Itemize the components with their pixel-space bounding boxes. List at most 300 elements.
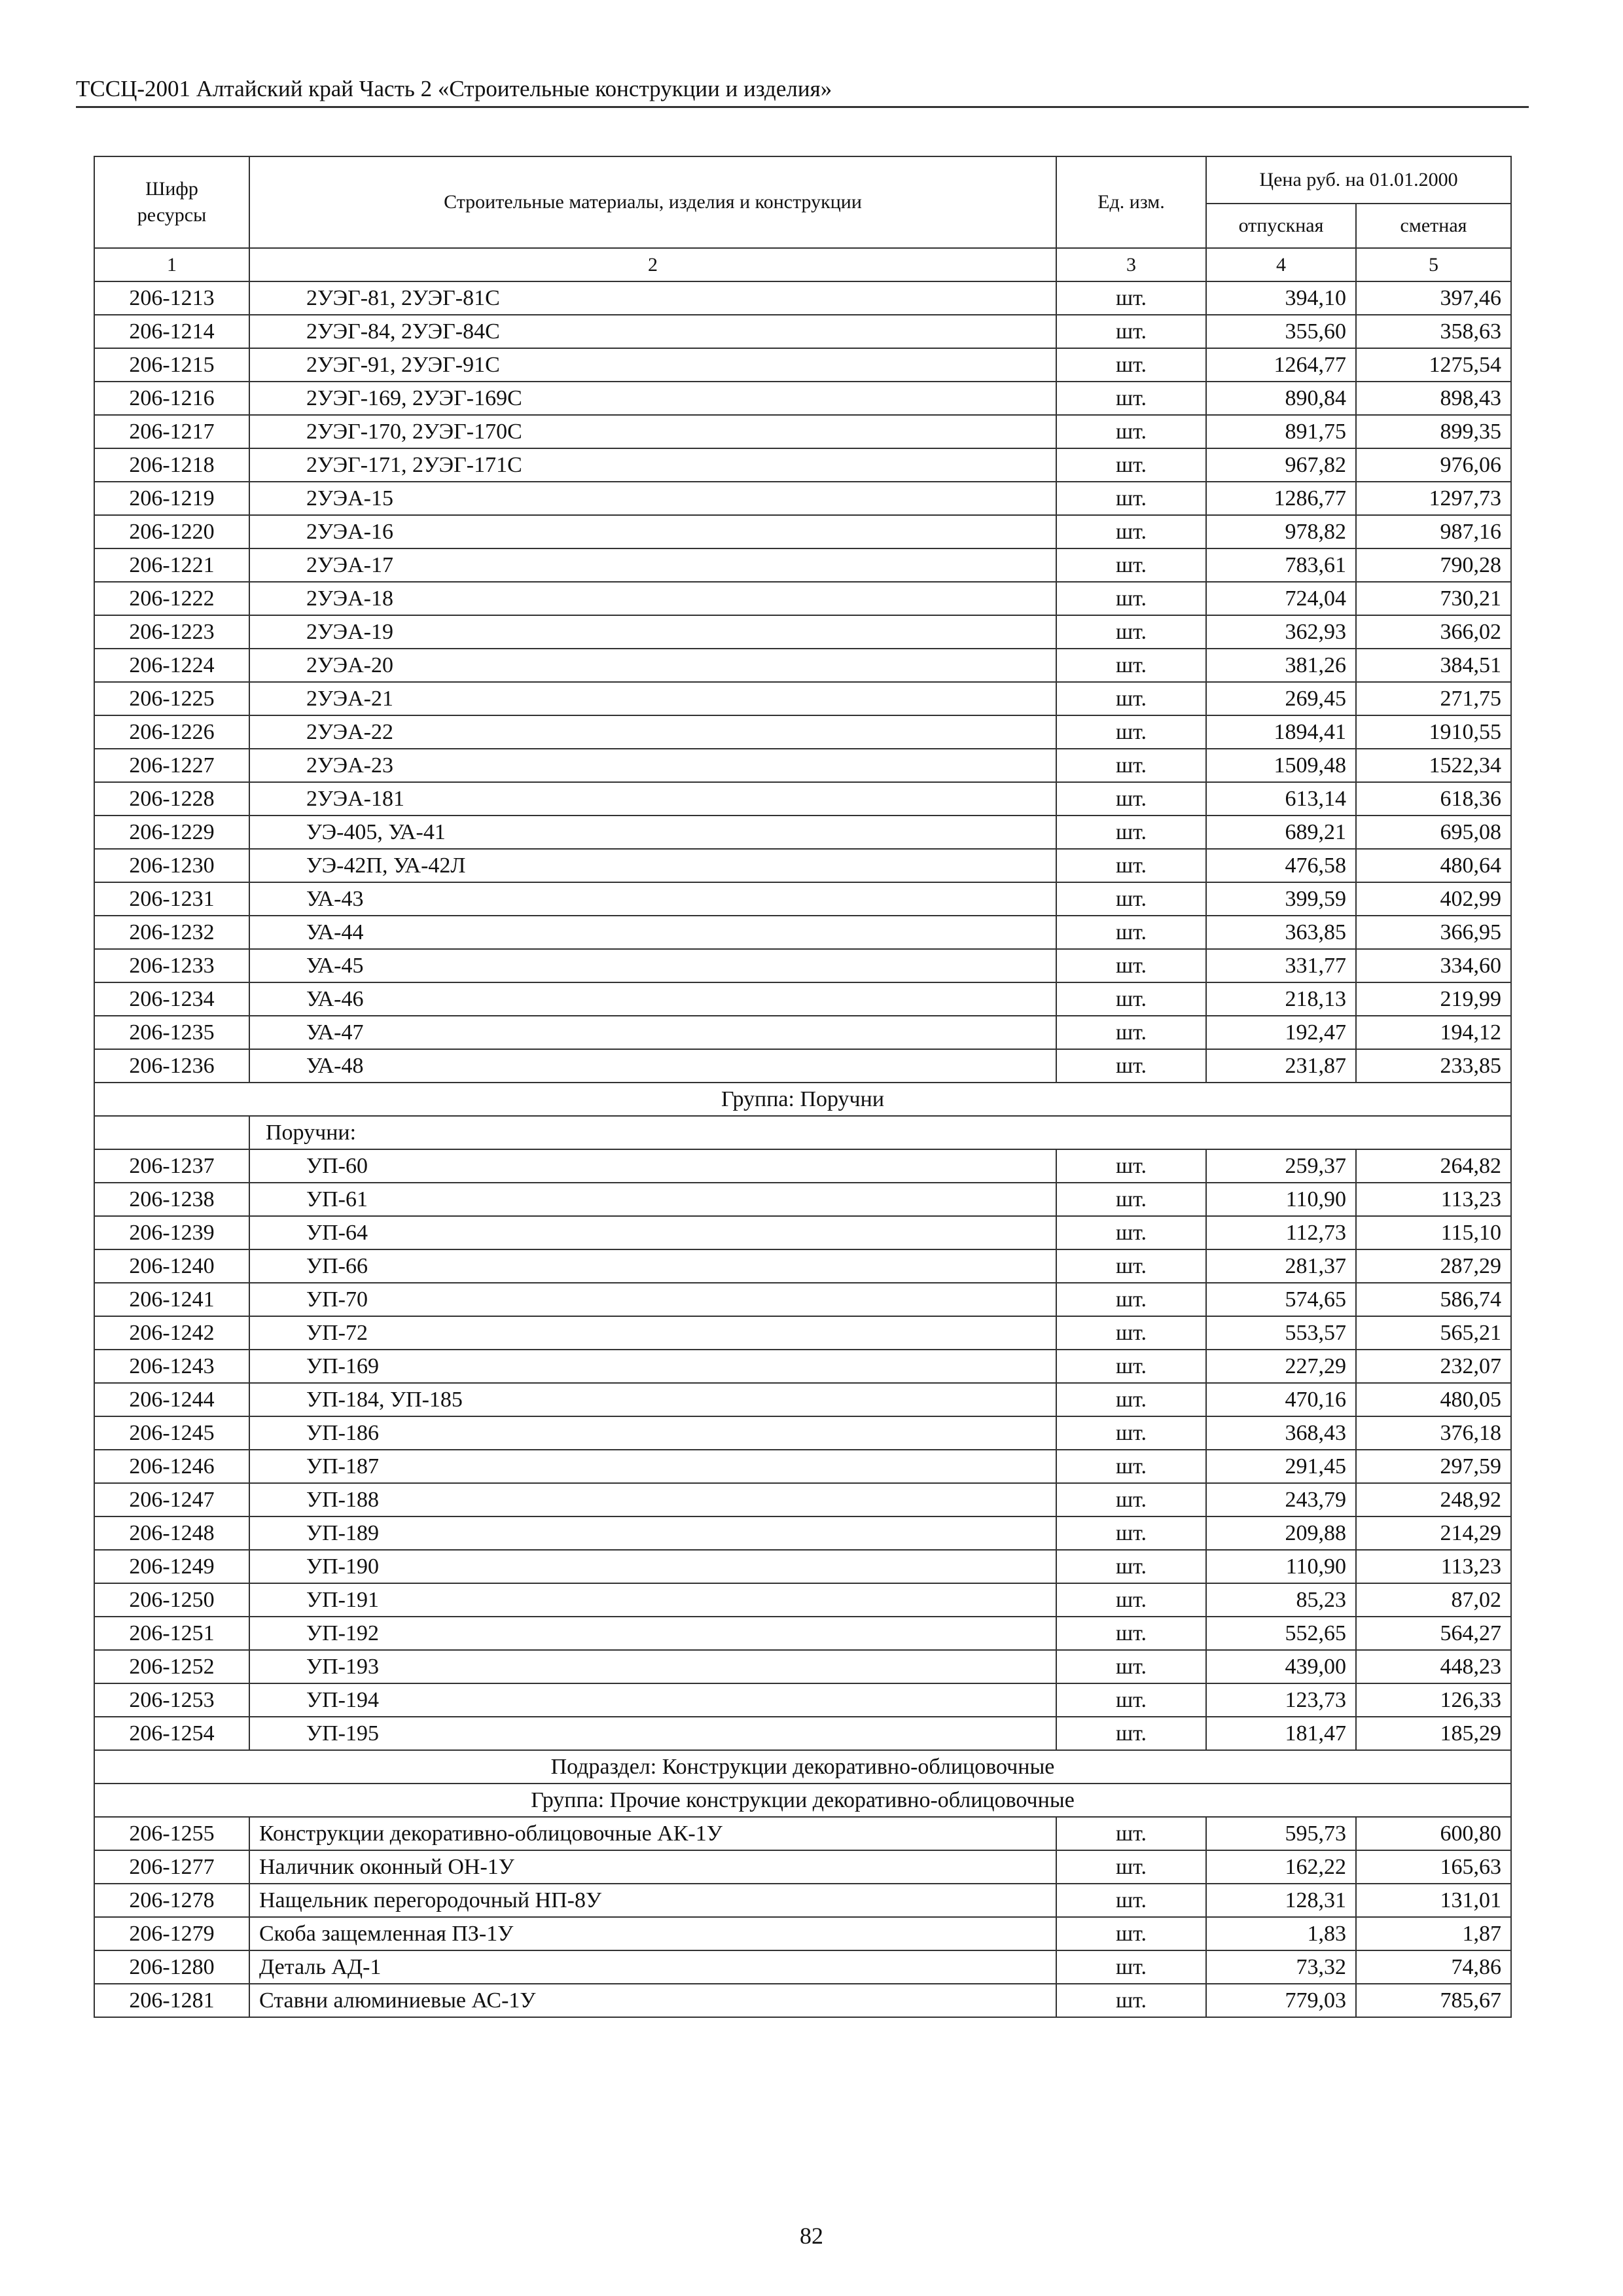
row-release-price: 259,37 xyxy=(1206,1149,1356,1183)
row-unit: шт. xyxy=(1056,982,1206,1016)
row-code: 206-1238 xyxy=(94,1183,249,1216)
row-release-price: 381,26 xyxy=(1206,649,1356,682)
table-row xyxy=(94,1383,1511,1416)
row-release-price: 363,85 xyxy=(1206,916,1356,949)
row-code: 206-1231 xyxy=(94,882,249,916)
row-release-price: 110,90 xyxy=(1206,1183,1356,1216)
row-estimate-price: 232,07 xyxy=(1356,1350,1511,1383)
row-unit: шт. xyxy=(1056,1016,1206,1049)
row-name: УП-193 xyxy=(249,1650,1056,1683)
row-code: 206-1226 xyxy=(94,715,249,749)
col-number: 5 xyxy=(1356,248,1511,281)
row-code: 206-1228 xyxy=(94,782,249,816)
row-code: 206-1213 xyxy=(94,281,249,315)
row-code: 206-1227 xyxy=(94,749,249,782)
row-unit: шт. xyxy=(1056,1249,1206,1283)
rows-group-b xyxy=(94,1149,1511,1750)
row-code: 206-1216 xyxy=(94,382,249,415)
row-code: 206-1236 xyxy=(94,1049,249,1083)
subsection-decorative xyxy=(94,1750,1511,1817)
row-code: 206-1277 xyxy=(94,1850,249,1884)
row-code: 206-1244 xyxy=(94,1383,249,1416)
row-estimate-price: 358,63 xyxy=(1356,315,1511,348)
row-name: 2УЭА-15 xyxy=(249,482,1056,515)
row-name: Ставни алюминиевые АС-1У xyxy=(249,1984,1056,2017)
table-row xyxy=(94,649,1511,682)
table-row xyxy=(94,382,1511,415)
row-estimate-price: 219,99 xyxy=(1356,982,1511,1016)
table-row xyxy=(94,1450,1511,1483)
col-name-header: Строительные материалы, изделия и конструкции xyxy=(249,156,1056,248)
row-release-price: 689,21 xyxy=(1206,816,1356,849)
row-release-price: 218,13 xyxy=(1206,982,1356,1016)
table-row xyxy=(94,1950,1511,1984)
row-unit: шт. xyxy=(1056,1850,1206,1884)
col-number: 3 xyxy=(1056,248,1206,281)
rows-group-c xyxy=(94,1817,1511,2017)
col-unit-header: Ед. изм. xyxy=(1056,156,1206,248)
row-unit: шт. xyxy=(1056,1650,1206,1683)
row-unit: шт. xyxy=(1056,582,1206,615)
row-unit: шт. xyxy=(1056,1316,1206,1350)
row-code: 206-1242 xyxy=(94,1316,249,1350)
row-estimate-price: 366,02 xyxy=(1356,615,1511,649)
row-name: УП-184, УП-185 xyxy=(249,1383,1056,1416)
row-release-price: 978,82 xyxy=(1206,515,1356,548)
row-code: 206-1281 xyxy=(94,1984,249,2017)
row-name: 2УЭА-181 xyxy=(249,782,1056,816)
row-unit: шт. xyxy=(1056,1216,1206,1249)
row-unit: шт. xyxy=(1056,1950,1206,1984)
row-name: 2УЭГ-170, 2УЭГ-170С xyxy=(249,415,1056,448)
row-estimate-price: 384,51 xyxy=(1356,649,1511,682)
row-name: УА-47 xyxy=(249,1016,1056,1049)
row-code: 206-1222 xyxy=(94,582,249,615)
row-release-price: 281,37 xyxy=(1206,1249,1356,1283)
row-code: 206-1246 xyxy=(94,1450,249,1483)
row-unit: шт. xyxy=(1056,949,1206,982)
table-row xyxy=(94,1650,1511,1683)
row-estimate-price: 194,12 xyxy=(1356,1016,1511,1049)
row-name: УП-60 xyxy=(249,1149,1056,1183)
row-unit: шт. xyxy=(1056,1917,1206,1950)
row-estimate-price: 334,60 xyxy=(1356,949,1511,982)
row-estimate-price: 376,18 xyxy=(1356,1416,1511,1450)
table-row xyxy=(94,1917,1511,1950)
row-unit: шт. xyxy=(1056,1550,1206,1583)
row-release-price: 891,75 xyxy=(1206,415,1356,448)
row-estimate-price: 115,10 xyxy=(1356,1216,1511,1249)
row-release-price: 355,60 xyxy=(1206,315,1356,348)
group-railings xyxy=(94,1083,1511,1149)
row-unit: шт. xyxy=(1056,1884,1206,1917)
row-code: 206-1233 xyxy=(94,949,249,982)
row-unit: шт. xyxy=(1056,348,1206,382)
table-row xyxy=(94,1483,1511,1516)
table-row xyxy=(94,582,1511,615)
row-estimate-price: 185,29 xyxy=(1356,1717,1511,1750)
row-release-price: 128,31 xyxy=(1206,1884,1356,1917)
row-unit: шт. xyxy=(1056,1450,1206,1483)
table-row xyxy=(94,315,1511,348)
row-release-price: 227,29 xyxy=(1206,1350,1356,1383)
table-row xyxy=(94,682,1511,715)
row-release-price: 574,65 xyxy=(1206,1283,1356,1316)
table-row xyxy=(94,1550,1511,1583)
table-row xyxy=(94,1516,1511,1550)
group-title: Группа: Прочие конструкции декоративно-облицовочные xyxy=(94,1784,1511,1817)
row-estimate-price: 366,95 xyxy=(1356,916,1511,949)
table-row xyxy=(94,1149,1511,1183)
row-release-price: 779,03 xyxy=(1206,1984,1356,2017)
table-row xyxy=(94,1350,1511,1383)
row-estimate-price: 131,01 xyxy=(1356,1884,1511,1917)
row-estimate-price: 618,36 xyxy=(1356,782,1511,816)
row-name: 2УЭГ-81, 2УЭГ-81С xyxy=(249,281,1056,315)
table-row xyxy=(94,1283,1511,1316)
row-name: УП-195 xyxy=(249,1717,1056,1750)
row-unit: шт. xyxy=(1056,315,1206,348)
column-numbers-row xyxy=(94,248,1511,281)
row-code: 206-1248 xyxy=(94,1516,249,1550)
row-name: 2УЭА-23 xyxy=(249,749,1056,782)
row-name: УП-61 xyxy=(249,1183,1056,1216)
row-release-price: 368,43 xyxy=(1206,1416,1356,1450)
table-row xyxy=(94,715,1511,749)
row-unit: шт. xyxy=(1056,448,1206,482)
row-release-price: 439,00 xyxy=(1206,1650,1356,1683)
row-estimate-price: 74,86 xyxy=(1356,1950,1511,1984)
table-row xyxy=(94,281,1511,315)
row-unit: шт. xyxy=(1056,1817,1206,1850)
row-code: 206-1215 xyxy=(94,348,249,382)
row-estimate-price: 271,75 xyxy=(1356,682,1511,715)
row-name: УА-46 xyxy=(249,982,1056,1016)
row-release-price: 394,10 xyxy=(1206,281,1356,315)
row-name: 2УЭА-21 xyxy=(249,682,1056,715)
row-unit: шт. xyxy=(1056,615,1206,649)
row-estimate-price: 87,02 xyxy=(1356,1583,1511,1617)
table-row xyxy=(94,882,1511,916)
row-release-price: 73,32 xyxy=(1206,1950,1356,1984)
row-code: 206-1229 xyxy=(94,816,249,849)
table-row xyxy=(94,482,1511,515)
row-code: 206-1243 xyxy=(94,1350,249,1383)
row-code: 206-1249 xyxy=(94,1550,249,1583)
row-estimate-price: 565,21 xyxy=(1356,1316,1511,1350)
row-estimate-price: 785,67 xyxy=(1356,1984,1511,2017)
row-code: 206-1221 xyxy=(94,548,249,582)
row-code: 206-1225 xyxy=(94,682,249,715)
row-estimate-price: 448,23 xyxy=(1356,1650,1511,1683)
row-name: УА-44 xyxy=(249,916,1056,949)
table-row xyxy=(94,615,1511,649)
row-release-price: 123,73 xyxy=(1206,1683,1356,1717)
row-unit: шт. xyxy=(1056,1383,1206,1416)
row-release-price: 209,88 xyxy=(1206,1516,1356,1550)
row-name: УП-189 xyxy=(249,1516,1056,1550)
row-name: УП-72 xyxy=(249,1316,1056,1350)
table-row xyxy=(94,1884,1511,1917)
row-code: 206-1245 xyxy=(94,1416,249,1450)
group-sublabel: Поручни: xyxy=(249,1116,1511,1149)
row-estimate-price: 730,21 xyxy=(1356,582,1511,615)
table-row xyxy=(94,1416,1511,1450)
row-unit: шт. xyxy=(1056,1717,1206,1750)
row-code: 206-1214 xyxy=(94,315,249,348)
row-estimate-price: 126,33 xyxy=(1356,1683,1511,1717)
table-row xyxy=(94,348,1511,382)
table-row xyxy=(94,982,1511,1016)
row-estimate-price: 1522,34 xyxy=(1356,749,1511,782)
row-release-price: 1286,77 xyxy=(1206,482,1356,515)
row-name: 2УЭГ-171, 2УЭГ-171С xyxy=(249,448,1056,482)
row-unit: шт. xyxy=(1056,916,1206,949)
row-estimate-price: 113,23 xyxy=(1356,1183,1511,1216)
row-release-price: 1509,48 xyxy=(1206,749,1356,782)
row-code: 206-1278 xyxy=(94,1884,249,1917)
row-release-price: 724,04 xyxy=(1206,582,1356,615)
row-name: УА-48 xyxy=(249,1049,1056,1083)
table-row xyxy=(94,1049,1511,1083)
row-unit: шт. xyxy=(1056,1516,1206,1550)
row-unit: шт. xyxy=(1056,548,1206,582)
row-unit: шт. xyxy=(1056,382,1206,415)
row-name: 2УЭА-18 xyxy=(249,582,1056,615)
row-name: Наличник оконный ОН-1У xyxy=(249,1850,1056,1884)
row-unit: шт. xyxy=(1056,1583,1206,1617)
col-estimate-header: сметная xyxy=(1356,204,1511,248)
table-row xyxy=(94,849,1511,882)
row-release-price: 231,87 xyxy=(1206,1049,1356,1083)
col-number: 2 xyxy=(249,248,1056,281)
row-estimate-price: 1297,73 xyxy=(1356,482,1511,515)
row-name: 2УЭА-22 xyxy=(249,715,1056,749)
row-estimate-price: 480,05 xyxy=(1356,1383,1511,1416)
row-name: УП-188 xyxy=(249,1483,1056,1516)
row-unit: шт. xyxy=(1056,515,1206,548)
row-release-price: 362,93 xyxy=(1206,615,1356,649)
row-code: 206-1232 xyxy=(94,916,249,949)
empty-cell xyxy=(94,1116,249,1149)
row-code: 206-1241 xyxy=(94,1283,249,1316)
row-code: 206-1252 xyxy=(94,1650,249,1683)
row-code: 206-1220 xyxy=(94,515,249,548)
table-row xyxy=(94,1984,1511,2017)
row-estimate-price: 113,23 xyxy=(1356,1550,1511,1583)
row-name: УП-64 xyxy=(249,1216,1056,1249)
row-release-price: 331,77 xyxy=(1206,949,1356,982)
row-name: Конструкции декоративно-облицовочные АК-1У xyxy=(249,1817,1056,1850)
row-unit: шт. xyxy=(1056,849,1206,882)
row-name: УП-191 xyxy=(249,1583,1056,1617)
table-row xyxy=(94,1683,1511,1717)
row-unit: шт. xyxy=(1056,281,1206,315)
row-release-price: 269,45 xyxy=(1206,682,1356,715)
row-estimate-price: 899,35 xyxy=(1356,415,1511,448)
row-release-price: 243,79 xyxy=(1206,1483,1356,1516)
row-code: 206-1223 xyxy=(94,615,249,649)
row-code: 206-1250 xyxy=(94,1583,249,1617)
row-code: 206-1235 xyxy=(94,1016,249,1049)
row-code: 206-1254 xyxy=(94,1717,249,1750)
row-code: 206-1234 xyxy=(94,982,249,1016)
row-release-price: 399,59 xyxy=(1206,882,1356,916)
row-release-price: 181,47 xyxy=(1206,1717,1356,1750)
row-release-price: 552,65 xyxy=(1206,1617,1356,1650)
row-estimate-price: 1275,54 xyxy=(1356,348,1511,382)
row-release-price: 470,16 xyxy=(1206,1383,1356,1416)
row-code: 206-1230 xyxy=(94,849,249,882)
row-unit: шт. xyxy=(1056,1049,1206,1083)
row-estimate-price: 976,06 xyxy=(1356,448,1511,482)
table-row xyxy=(94,1316,1511,1350)
row-release-price: 85,23 xyxy=(1206,1583,1356,1617)
row-code: 206-1219 xyxy=(94,482,249,515)
table-row xyxy=(94,1183,1511,1216)
row-name: Деталь АД-1 xyxy=(249,1950,1056,1984)
row-unit: шт. xyxy=(1056,1350,1206,1383)
table-row xyxy=(94,1817,1511,1850)
row-name: 2УЭА-16 xyxy=(249,515,1056,548)
table-row xyxy=(94,515,1511,548)
row-release-price: 1264,77 xyxy=(1206,348,1356,382)
row-release-price: 1894,41 xyxy=(1206,715,1356,749)
row-estimate-price: 165,63 xyxy=(1356,1850,1511,1884)
row-code: 206-1218 xyxy=(94,448,249,482)
row-name: УП-192 xyxy=(249,1617,1056,1650)
row-code: 206-1280 xyxy=(94,1950,249,1984)
row-release-price: 291,45 xyxy=(1206,1450,1356,1483)
table-row xyxy=(94,782,1511,816)
row-estimate-price: 987,16 xyxy=(1356,515,1511,548)
table-row xyxy=(94,548,1511,582)
row-unit: шт. xyxy=(1056,816,1206,849)
row-name: 2УЭГ-84, 2УЭГ-84С xyxy=(249,315,1056,348)
col-price-header: Цена руб. на 01.01.2000 xyxy=(1206,156,1511,204)
row-name: 2УЭА-17 xyxy=(249,548,1056,582)
table-row xyxy=(94,749,1511,782)
row-name: УП-187 xyxy=(249,1450,1056,1483)
row-estimate-price: 233,85 xyxy=(1356,1049,1511,1083)
row-unit: шт. xyxy=(1056,649,1206,682)
row-code: 206-1251 xyxy=(94,1617,249,1650)
col-code-header: Шифр ресурсы xyxy=(94,156,249,248)
row-release-price: 967,82 xyxy=(1206,448,1356,482)
row-estimate-price: 695,08 xyxy=(1356,816,1511,849)
row-estimate-price: 586,74 xyxy=(1356,1283,1511,1316)
table-row xyxy=(94,448,1511,482)
table-row xyxy=(94,949,1511,982)
table-row xyxy=(94,1717,1511,1750)
row-unit: шт. xyxy=(1056,1683,1206,1717)
row-code: 206-1279 xyxy=(94,1917,249,1950)
row-name: УА-45 xyxy=(249,949,1056,982)
row-name: УП-194 xyxy=(249,1683,1056,1717)
row-unit: шт. xyxy=(1056,1149,1206,1183)
row-name: 2УЭА-19 xyxy=(249,615,1056,649)
row-unit: шт. xyxy=(1056,1183,1206,1216)
row-unit: шт. xyxy=(1056,1483,1206,1516)
row-release-price: 595,73 xyxy=(1206,1817,1356,1850)
row-estimate-price: 264,82 xyxy=(1356,1149,1511,1183)
row-code: 206-1217 xyxy=(94,415,249,448)
row-estimate-price: 1,87 xyxy=(1356,1917,1511,1950)
row-code: 206-1237 xyxy=(94,1149,249,1183)
row-unit: шт. xyxy=(1056,1416,1206,1450)
row-name: 2УЭГ-169, 2УЭГ-169С xyxy=(249,382,1056,415)
row-name: УА-43 xyxy=(249,882,1056,916)
row-release-price: 192,47 xyxy=(1206,1016,1356,1049)
row-name: УП-66 xyxy=(249,1249,1056,1283)
row-estimate-price: 564,27 xyxy=(1356,1617,1511,1650)
row-code: 206-1247 xyxy=(94,1483,249,1516)
row-name: 2УЭА-20 xyxy=(249,649,1056,682)
row-name: УП-186 xyxy=(249,1416,1056,1450)
col-release-header: отпускная xyxy=(1206,204,1356,248)
row-estimate-price: 214,29 xyxy=(1356,1516,1511,1550)
row-unit: шт. xyxy=(1056,782,1206,816)
row-unit: шт. xyxy=(1056,415,1206,448)
row-estimate-price: 297,59 xyxy=(1356,1450,1511,1483)
col-number: 1 xyxy=(94,248,249,281)
table-row xyxy=(94,415,1511,448)
row-name: 2УЭГ-91, 2УЭГ-91С xyxy=(249,348,1056,382)
row-unit: шт. xyxy=(1056,749,1206,782)
table-row xyxy=(94,916,1511,949)
row-unit: шт. xyxy=(1056,715,1206,749)
subsection-title: Подраздел: Конструкции декоративно-облицовочные xyxy=(94,1750,1511,1784)
table-row xyxy=(94,1850,1511,1884)
row-name: УП-169 xyxy=(249,1350,1056,1383)
table-row xyxy=(94,1617,1511,1650)
row-release-price: 613,14 xyxy=(1206,782,1356,816)
row-code: 206-1255 xyxy=(94,1817,249,1850)
row-estimate-price: 790,28 xyxy=(1356,548,1511,582)
row-release-price: 890,84 xyxy=(1206,382,1356,415)
row-release-price: 783,61 xyxy=(1206,548,1356,582)
table-row xyxy=(94,1216,1511,1249)
page-header: ТССЦ-2001 Алтайский край Часть 2 «Строительные конструкции и изделия» xyxy=(76,75,1529,108)
row-name: Нащельник перегородочный НП-8У xyxy=(249,1884,1056,1917)
table-row xyxy=(94,1583,1511,1617)
row-code: 206-1224 xyxy=(94,649,249,682)
row-estimate-price: 898,43 xyxy=(1356,382,1511,415)
row-name: Скоба защемленная ПЗ-1У xyxy=(249,1917,1056,1950)
col-number: 4 xyxy=(1206,248,1356,281)
row-unit: шт. xyxy=(1056,682,1206,715)
row-estimate-price: 248,92 xyxy=(1356,1483,1511,1516)
table-row xyxy=(94,1016,1511,1049)
row-name: УП-70 xyxy=(249,1283,1056,1316)
row-unit: шт. xyxy=(1056,482,1206,515)
row-estimate-price: 1910,55 xyxy=(1356,715,1511,749)
row-code: 206-1240 xyxy=(94,1249,249,1283)
row-release-price: 162,22 xyxy=(1206,1850,1356,1884)
page-number: 82 xyxy=(800,2223,823,2249)
row-unit: шт. xyxy=(1056,882,1206,916)
row-estimate-price: 287,29 xyxy=(1356,1249,1511,1283)
group-title: Группа: Поручни xyxy=(94,1083,1511,1116)
row-name: УЭ-42П, УА-42Л xyxy=(249,849,1056,882)
row-unit: шт. xyxy=(1056,1283,1206,1316)
row-code: 206-1253 xyxy=(94,1683,249,1717)
row-unit: шт. xyxy=(1056,1984,1206,2017)
row-estimate-price: 600,80 xyxy=(1356,1817,1511,1850)
row-name: УП-190 xyxy=(249,1550,1056,1583)
row-code: 206-1239 xyxy=(94,1216,249,1249)
row-release-price: 110,90 xyxy=(1206,1550,1356,1583)
